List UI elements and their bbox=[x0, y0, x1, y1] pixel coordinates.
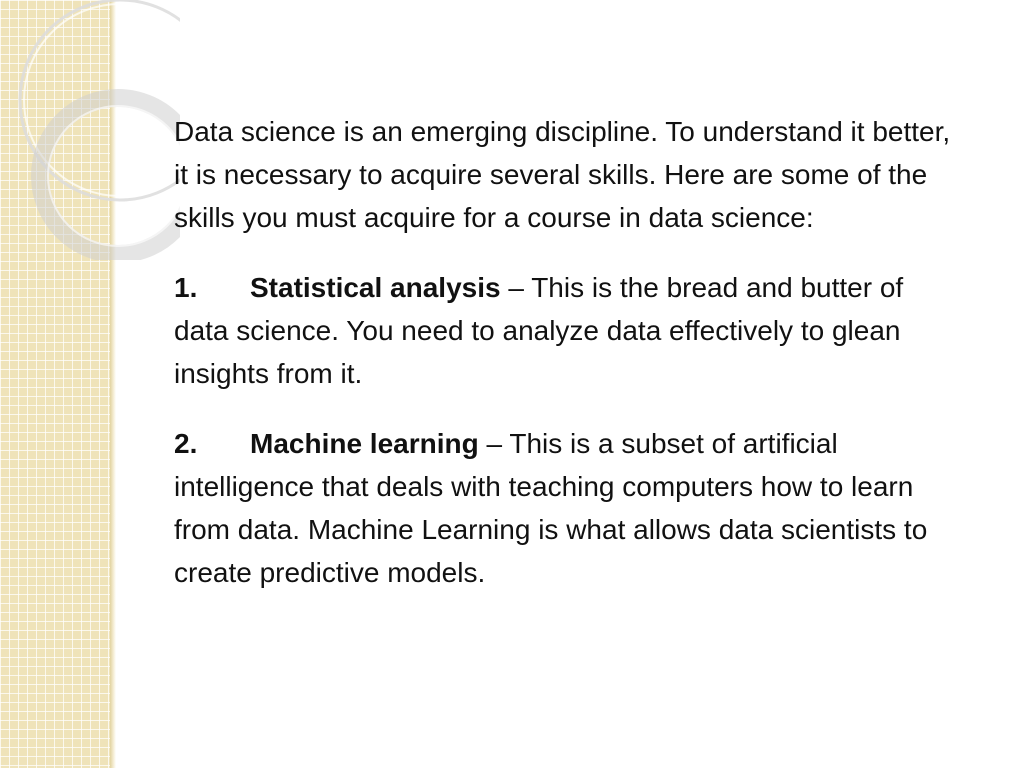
decorative-rings-icon bbox=[0, 0, 180, 260]
item-description: This is a subset of artificial intelligence that deals with teaching computers how to learn from data. Machine Learning is what allows data scientists to create predictive models. bbox=[174, 428, 928, 588]
item-number: 1. bbox=[174, 272, 198, 303]
list-item bbox=[174, 422, 964, 594]
item-term: Machine learning bbox=[250, 428, 479, 459]
item-description: This is the bread and butter of data science. You need to analyze data effectively to glean insights from it. bbox=[174, 272, 904, 389]
item-separator: – bbox=[500, 272, 532, 303]
slide-body bbox=[174, 110, 974, 594]
item-separator: – bbox=[478, 428, 510, 459]
intro-paragraph: Data science is an emerging discipline. To understand it better, it is necessary to acquire several skills. Here are some of the skills you must acquire for a course in data science: bbox=[174, 116, 951, 233]
list-item bbox=[174, 266, 964, 395]
item-number: 2. bbox=[174, 428, 198, 459]
item-term: Statistical analysis bbox=[250, 272, 501, 303]
